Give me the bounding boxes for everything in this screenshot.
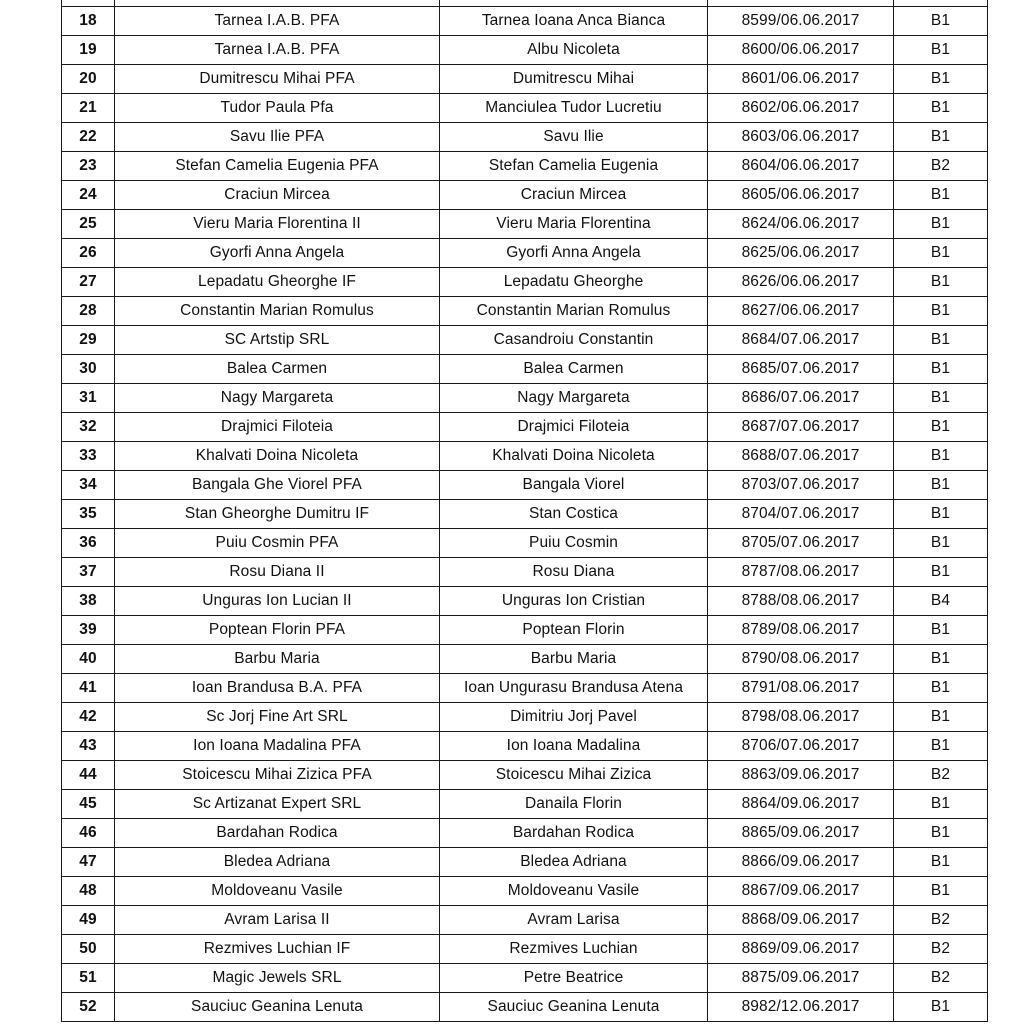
- cell-registration-number: 8798/08.06.2017: [708, 703, 894, 732]
- cell-row-number: 49: [62, 906, 115, 935]
- cell-registration-number: 8625/06.06.2017: [708, 239, 894, 268]
- table-row: [62, 7, 988, 36]
- table-row: [62, 123, 988, 152]
- table-row: [62, 471, 988, 500]
- cell-person-name: Tarnea Ioana Anca Bianca: [440, 7, 708, 36]
- registry-table: [61, 0, 988, 1022]
- cell-category: B2: [894, 152, 988, 181]
- cell-person-name: Drajmici Filoteia: [440, 413, 708, 442]
- cell-row-number: 41: [62, 674, 115, 703]
- cell-row-number: 35: [62, 500, 115, 529]
- cell-person-name: Dumitrescu Mihai: [440, 65, 708, 94]
- table-row: [62, 94, 988, 123]
- cell-category: B1: [894, 326, 988, 355]
- cell-category: B1: [894, 268, 988, 297]
- cell-row-number: 18: [62, 7, 115, 36]
- cell-registration-number: 8684/07.06.2017: [708, 326, 894, 355]
- cell-firm-name: Constantin Marian Romulus: [115, 297, 440, 326]
- cell-person-name: Gyorfi Anna Angela: [440, 239, 708, 268]
- cell-row-number: 25: [62, 210, 115, 239]
- cell-category: B1: [894, 181, 988, 210]
- table-row: [62, 993, 988, 1022]
- cell-firm-name: Sc Jorj Fine Art SRL: [115, 703, 440, 732]
- cell-registration-number: 8603/06.06.2017: [708, 123, 894, 152]
- cell-category: B1: [894, 7, 988, 36]
- registry-table-body: [62, 0, 988, 1022]
- cell-person-name: Unguras Ion Cristian: [440, 587, 708, 616]
- cell-registration-number: 8601/06.06.2017: [708, 65, 894, 94]
- cell-registration-number: 8791/08.06.2017: [708, 674, 894, 703]
- cell-registration-number: 8703/07.06.2017: [708, 471, 894, 500]
- cell-firm-name: Tarnea I.A.B. PFA: [115, 36, 440, 65]
- table-row: [62, 790, 988, 819]
- cell-category: B2: [894, 761, 988, 790]
- cell-firm-name: Rosu Diana II: [115, 558, 440, 587]
- cell-firm-name: Stoicescu Mihai Zizica PFA: [115, 761, 440, 790]
- cell-registration-number: 8624/06.06.2017: [708, 210, 894, 239]
- cell-firm-name: Craciun Mircea: [115, 181, 440, 210]
- table-row: [62, 674, 988, 703]
- cell-person-name: Bledea Adriana: [440, 848, 708, 877]
- cell-row-number: 37: [62, 558, 115, 587]
- cell-registration-number: 8627/06.06.2017: [708, 297, 894, 326]
- cell-registration-number: 8704/07.06.2017: [708, 500, 894, 529]
- cell-registration-number: 8626/06.06.2017: [708, 268, 894, 297]
- table-row: [62, 181, 988, 210]
- cell-registration-number: 8599/06.06.2017: [708, 7, 894, 36]
- cell-row-number: 29: [62, 326, 115, 355]
- cell-person-name: Stefan Camelia Eugenia: [440, 152, 708, 181]
- cell-person-name: Dimitriu Jorj Pavel: [440, 703, 708, 732]
- cell-category: B1: [894, 616, 988, 645]
- cell-person-name: Bangala Viorel: [440, 471, 708, 500]
- cell-registration-number: 8867/09.06.2017: [708, 877, 894, 906]
- cell-category: B1: [894, 993, 988, 1022]
- cell-row-number: 34: [62, 471, 115, 500]
- cell-firm-name: Barbu Maria: [115, 645, 440, 674]
- cell-category: B1: [894, 645, 988, 674]
- table-row: [62, 732, 988, 761]
- cell-person-name: Barbu Maria: [440, 645, 708, 674]
- cell-registration-number: 8868/09.06.2017: [708, 906, 894, 935]
- cell-row-number: 22: [62, 123, 115, 152]
- cell-row-number: 20: [62, 65, 115, 94]
- cell-category: B1: [894, 819, 988, 848]
- cell-row-number: 26: [62, 239, 115, 268]
- cell-row-number: 24: [62, 181, 115, 210]
- cell-category: B1: [894, 384, 988, 413]
- table-row: [62, 703, 988, 732]
- table-row: [62, 152, 988, 181]
- table-row: [62, 210, 988, 239]
- table-row: [62, 616, 988, 645]
- cell-row-number: 48: [62, 877, 115, 906]
- cell-registration-number: 8788/08.06.2017: [708, 587, 894, 616]
- cell-registration-number: 8605/06.06.2017: [708, 181, 894, 210]
- cell-firm-name: Stefan Camelia Eugenia PFA: [115, 152, 440, 181]
- table-row: [62, 964, 988, 993]
- cell-row-number: 27: [62, 268, 115, 297]
- cell-firm-name: Dumitrescu Mihai PFA: [115, 65, 440, 94]
- cell-person-name: Khalvati Doina Nicoleta: [440, 442, 708, 471]
- cell-firm-name: Vieru Maria Florentina II: [115, 210, 440, 239]
- cell-firm-name: Balea Carmen: [115, 355, 440, 384]
- cell-row-number: 28: [62, 297, 115, 326]
- cell-firm-name: Drajmici Filoteia: [115, 413, 440, 442]
- table-row: [62, 297, 988, 326]
- cell-firm-name: Sc Artizanat Expert SRL: [115, 790, 440, 819]
- table-row: [62, 529, 988, 558]
- cell-row-number: 45: [62, 790, 115, 819]
- cell-registration-number: 8863/09.06.2017: [708, 761, 894, 790]
- cell-person-name: Stan Costica: [440, 500, 708, 529]
- cell-category: B1: [894, 442, 988, 471]
- cell-row-number: 40: [62, 645, 115, 674]
- cell-person-name: Ioan Ungurasu Brandusa Atena: [440, 674, 708, 703]
- cell-person-name: Bardahan Rodica: [440, 819, 708, 848]
- cell-person-name: Stoicescu Mihai Zizica: [440, 761, 708, 790]
- cell-row-number: 47: [62, 848, 115, 877]
- cell-firm-name: Gyorfi Anna Angela: [115, 239, 440, 268]
- cell-row-number: 52: [62, 993, 115, 1022]
- cell-registration-number: 8705/07.06.2017: [708, 529, 894, 558]
- cell-registration-number: 8688/07.06.2017: [708, 442, 894, 471]
- cell-firm-name: Puiu Cosmin PFA: [115, 529, 440, 558]
- table-row: [62, 413, 988, 442]
- cell-person-name: Ion Ioana Madalina: [440, 732, 708, 761]
- cell-category: B2: [894, 964, 988, 993]
- cell-person-name: Balea Carmen: [440, 355, 708, 384]
- cell-firm-name: Lepadatu Gheorghe IF: [115, 268, 440, 297]
- cell-category: B1: [894, 355, 988, 384]
- cell-firm-name: Bangala Ghe Viorel PFA: [115, 471, 440, 500]
- cell-person-name: Manciulea Tudor Lucretiu: [440, 94, 708, 123]
- cell-person-name: Rosu Diana: [440, 558, 708, 587]
- cell-category: B1: [894, 471, 988, 500]
- table-row: [62, 906, 988, 935]
- cell-category: B1: [894, 674, 988, 703]
- cell-category: B1: [894, 848, 988, 877]
- cell-category: B1: [894, 210, 988, 239]
- cell-registration-number: 8864/09.06.2017: [708, 790, 894, 819]
- cell-registration-number: 8604/06.06.2017: [708, 152, 894, 181]
- cell-category: B1: [894, 732, 988, 761]
- cell-row-number: 31: [62, 384, 115, 413]
- cell-person-name: Moldoveanu Vasile: [440, 877, 708, 906]
- cell-category: B1: [894, 36, 988, 65]
- cell-firm-name: Sauciuc Geanina Lenuta: [115, 993, 440, 1022]
- cell-category: B1: [894, 558, 988, 587]
- cell-firm-name: Bledea Adriana: [115, 848, 440, 877]
- cell-person-name: Savu Ilie: [440, 123, 708, 152]
- cell-firm-name: Ion Ioana Madalina PFA: [115, 732, 440, 761]
- cell-person-name: Avram Larisa: [440, 906, 708, 935]
- cell-registration-number: 8602/06.06.2017: [708, 94, 894, 123]
- cell-registration-number: 8685/07.06.2017: [708, 355, 894, 384]
- cell-registration-number: 8686/07.06.2017: [708, 384, 894, 413]
- table-row: [62, 819, 988, 848]
- cell-firm-name: Savu Ilie PFA: [115, 123, 440, 152]
- cell-row-number: 32: [62, 413, 115, 442]
- cell-person-name: Danaila Florin: [440, 790, 708, 819]
- table-row: [62, 935, 988, 964]
- cell-row-number: 19: [62, 36, 115, 65]
- cell-firm-name: Tudor Paula Pfa: [115, 94, 440, 123]
- cell-category: B1: [894, 123, 988, 152]
- table-row: [62, 268, 988, 297]
- cell-category: B1: [894, 529, 988, 558]
- cell-registration-number: 8706/07.06.2017: [708, 732, 894, 761]
- cell-row-number: 42: [62, 703, 115, 732]
- cell-registration-number: 8982/12.06.2017: [708, 993, 894, 1022]
- table-row: [62, 848, 988, 877]
- table-row: [62, 500, 988, 529]
- cell-row-number: 33: [62, 442, 115, 471]
- cell-row-number: 44: [62, 761, 115, 790]
- cell-registration-number: 8790/08.06.2017: [708, 645, 894, 674]
- cell-person-name: Craciun Mircea: [440, 181, 708, 210]
- cell-category: B1: [894, 94, 988, 123]
- cell-person-name: Lepadatu Gheorghe: [440, 268, 708, 297]
- cell-category: B1: [894, 413, 988, 442]
- cell-person-name: Poptean Florin: [440, 616, 708, 645]
- table-row: [62, 761, 988, 790]
- cell-firm-name: Avram Larisa II: [115, 906, 440, 935]
- document-page: [61, 0, 987, 1022]
- cell-row-number: 30: [62, 355, 115, 384]
- cell-person-name: Casandroiu Constantin: [440, 326, 708, 355]
- cell-firm-name: Nagy Margareta: [115, 384, 440, 413]
- table-row: [62, 65, 988, 94]
- cell-firm-name: Moldoveanu Vasile: [115, 877, 440, 906]
- table-row: [62, 36, 988, 65]
- cell-category: B1: [894, 500, 988, 529]
- cell-firm-name: Rezmives Luchian IF: [115, 935, 440, 964]
- cell-registration-number: 8789/08.06.2017: [708, 616, 894, 645]
- cell-firm-name: Poptean Florin PFA: [115, 616, 440, 645]
- cell-row-number: 21: [62, 94, 115, 123]
- cell-row-number: 23: [62, 152, 115, 181]
- cell-firm-name: Ioan Brandusa B.A. PFA: [115, 674, 440, 703]
- cell-person-name: Vieru Maria Florentina: [440, 210, 708, 239]
- cell-category: B2: [894, 906, 988, 935]
- table-row: [62, 558, 988, 587]
- cell-firm-name: Magic Jewels SRL: [115, 964, 440, 993]
- cell-category: B1: [894, 703, 988, 732]
- cell-registration-number: 8687/07.06.2017: [708, 413, 894, 442]
- cell-registration-number: 8865/09.06.2017: [708, 819, 894, 848]
- cell-firm-name: Tarnea I.A.B. PFA: [115, 7, 440, 36]
- cell-person-name: Sauciuc Geanina Lenuta: [440, 993, 708, 1022]
- cell-row-number: 38: [62, 587, 115, 616]
- cell-person-name: Constantin Marian Romulus: [440, 297, 708, 326]
- cell-category: B1: [894, 297, 988, 326]
- table-row: [62, 587, 988, 616]
- cell-registration-number: 8787/08.06.2017: [708, 558, 894, 587]
- cell-registration-number: 8866/09.06.2017: [708, 848, 894, 877]
- cell-firm-name: Unguras Ion Lucian II: [115, 587, 440, 616]
- cell-person-name: Rezmives Luchian: [440, 935, 708, 964]
- cell-person-name: Albu Nicoleta: [440, 36, 708, 65]
- table-row: [62, 877, 988, 906]
- cell-category: B1: [894, 65, 988, 94]
- cell-registration-number: 8875/09.06.2017: [708, 964, 894, 993]
- table-row: [62, 442, 988, 471]
- cell-row-number: 46: [62, 819, 115, 848]
- cell-registration-number: 8869/09.06.2017: [708, 935, 894, 964]
- cell-firm-name: Stan Gheorghe Dumitru IF: [115, 500, 440, 529]
- table-row: [62, 355, 988, 384]
- cell-row-number: 43: [62, 732, 115, 761]
- cell-person-name: Nagy Margareta: [440, 384, 708, 413]
- cell-registration-number: 8600/06.06.2017: [708, 36, 894, 65]
- cell-firm-name: SC Artstip SRL: [115, 326, 440, 355]
- cell-person-name: Puiu Cosmin: [440, 529, 708, 558]
- cell-category: B4: [894, 587, 988, 616]
- cell-person-name: Petre Beatrice: [440, 964, 708, 993]
- table-row: [62, 239, 988, 268]
- cell-category: B1: [894, 877, 988, 906]
- cell-row-number: 39: [62, 616, 115, 645]
- cell-row-number: 36: [62, 529, 115, 558]
- cell-category: B1: [894, 239, 988, 268]
- cell-category: B1: [894, 790, 988, 819]
- cell-row-number: 50: [62, 935, 115, 964]
- cell-firm-name: Khalvati Doina Nicoleta: [115, 442, 440, 471]
- cell-category: B2: [894, 935, 988, 964]
- cell-row-number: 51: [62, 964, 115, 993]
- table-row: [62, 384, 988, 413]
- cell-firm-name: Bardahan Rodica: [115, 819, 440, 848]
- table-row: [62, 645, 988, 674]
- table-row: [62, 326, 988, 355]
